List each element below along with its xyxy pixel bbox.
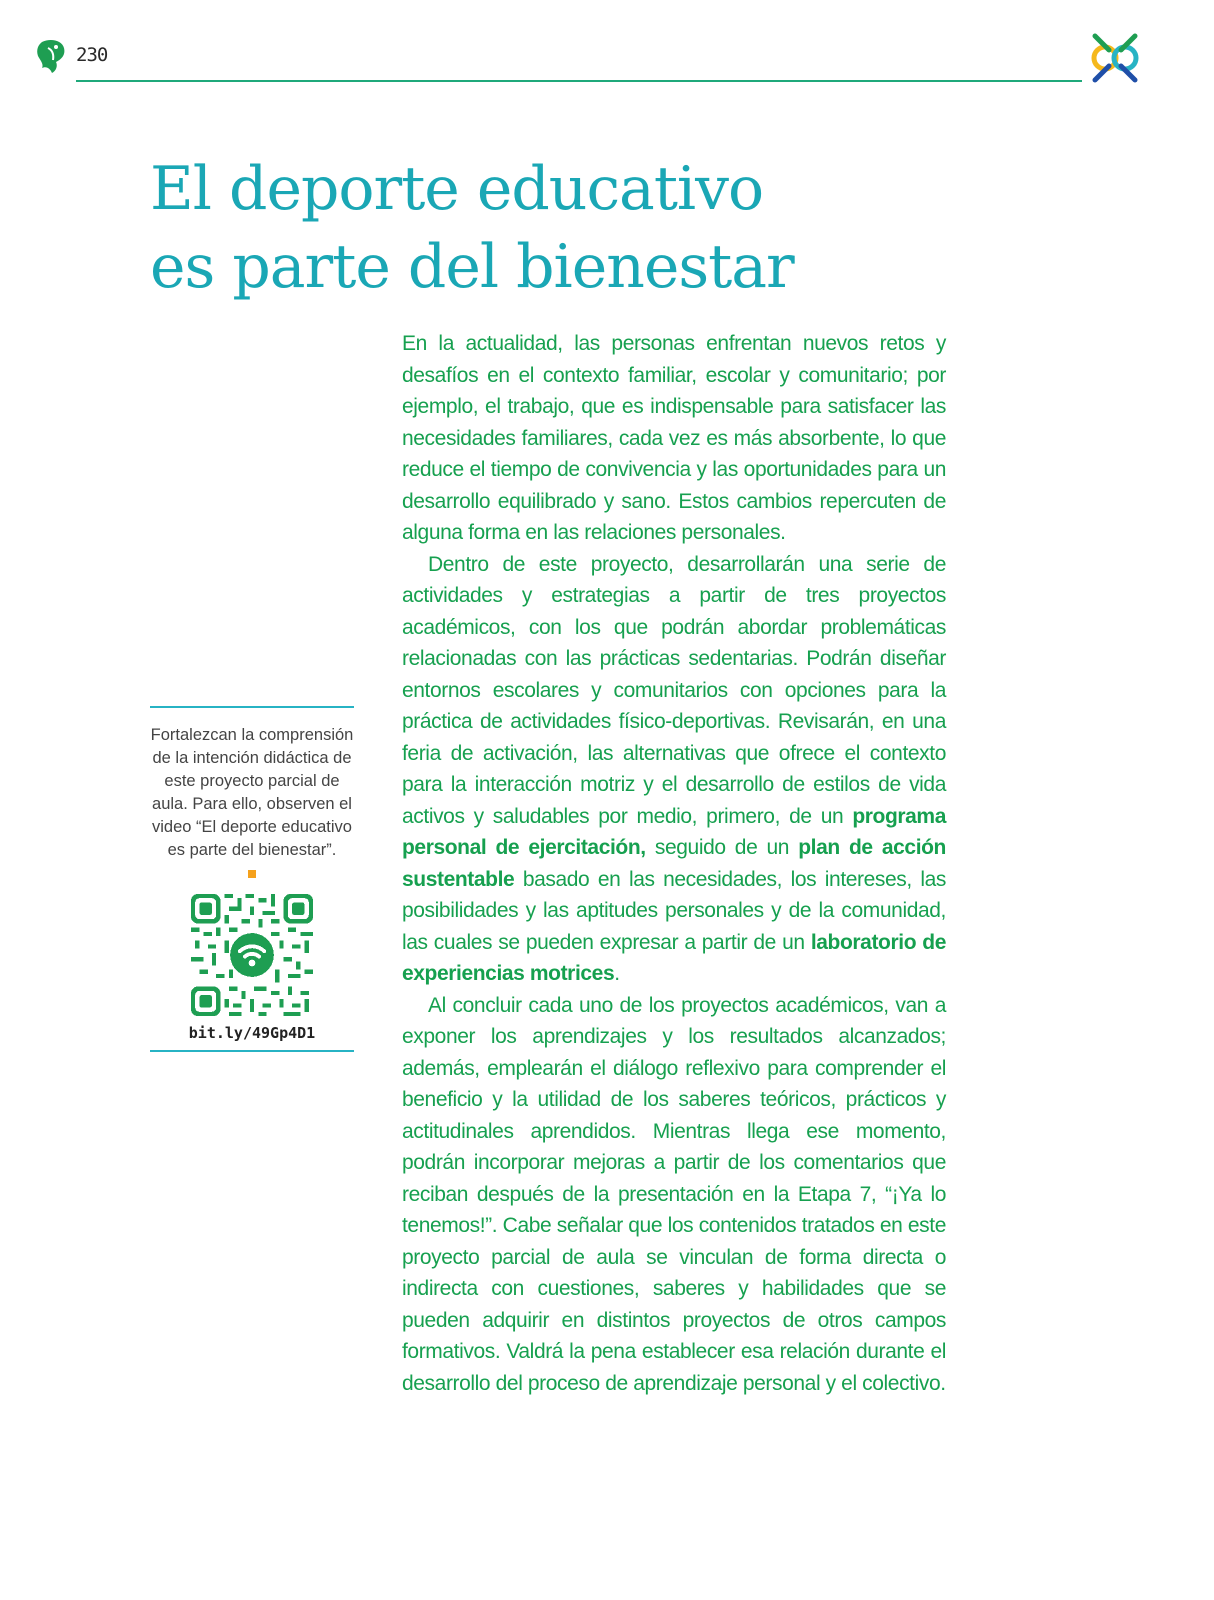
- collaboration-emblem-icon: [1087, 30, 1143, 86]
- sidebar-text: Fortalezcan la comprensión de la intención didáctica de este proyecto parcial de aula. Para ello, observen el video “El deporte educativo es parte del bienestar”.: [150, 726, 354, 859]
- paragraph-2-text-a: Dentro de este proyecto, desarrollarán una serie de actividades y estrategias a partir de tres proyectos académicos, con los que podrán abordar problemáticas relacionadas con las prácticas sedentarias. Podrán diseñar entornos escolares y comunitarios con opciones para la práctica de actividades físico-deportivas. Revisarán, en una feria de activación, las alternativas que ofrece el contexto para la interacción motriz y el desarrollo de estilos de vida activos y saludables por medio, primero, de un: [402, 552, 946, 828]
- sidebar-top-divider: [150, 706, 354, 708]
- paragraph-2-text-b: seguido de un: [645, 836, 799, 859]
- bold-term-programa: programa personal de ejercitación,: [402, 804, 946, 859]
- page-title-line-2: es parte del bienestar: [150, 232, 794, 302]
- paragraph-2-text-c: basado en las necesidades, los intereses, las posibilidades y las aptitudes personales y de la comunidad, las cuales se pueden expresar a partir de un: [402, 867, 946, 954]
- qr-link[interactable]: bit.ly/49Gp4D1: [188, 1024, 316, 1042]
- leaf-logo-icon: [36, 38, 68, 74]
- sidebar-note: [150, 706, 354, 1052]
- main-body: [402, 328, 946, 1399]
- paragraph-1: En la actualidad, las personas enfrentan nuevos retos y desafíos en el contexto familiar, escolar y comunitario; por ejemplo, el trabajo, que es indispensable para satisfacer las necesidades familiares, cada vez es más absorbente, lo que reduce el tiempo de convivencia y las oportunidades para un desarrollo equilibrado y sano. Estos cambios repercuten de alguna forma en las relaciones personales.: [402, 332, 946, 544]
- page-number: 230: [76, 44, 108, 66]
- qr-code-icon[interactable]: [191, 894, 313, 1016]
- bold-term-laboratorio: laboratorio de experiencias motrices: [402, 930, 946, 985]
- page-title: [150, 150, 950, 306]
- orange-marker: [248, 870, 256, 878]
- bold-term-plan: plan de acción sustentable: [402, 836, 946, 891]
- sidebar-bottom-divider: [150, 1050, 354, 1052]
- paragraph-2-text-d: .: [614, 962, 620, 985]
- paragraph-2: [402, 549, 946, 990]
- header-divider: [76, 80, 1082, 82]
- paragraph-3: Al concluir cada uno de los proyectos académicos, van a exponer los aprendizajes y los resultados alcanzados; además, emplearán el diálogo reflexivo para comprender el beneficio y la utilidad de los saberes teóricos, prácticos y actitudinales aprendidos. Mientras llega ese momento, podrán incorporar mejoras a partir de los comentarios que reciban después de la presentación en la Etapa 7, “¡Ya lo tenemos!”. Cabe señalar que los contenidos tratados en este proyecto parcial de aula se vinculan de forma directa o indirecta con cuestiones, saberes y habilidades que se pueden adquirir en distintos proyectos de otros campos formativos. Valdrá la pena establecer esa relación durante el desarrollo del proceso de aprendizaje personal y el colectivo.: [402, 993, 946, 1395]
- page-title-line-1: El deporte educativo: [150, 154, 764, 224]
